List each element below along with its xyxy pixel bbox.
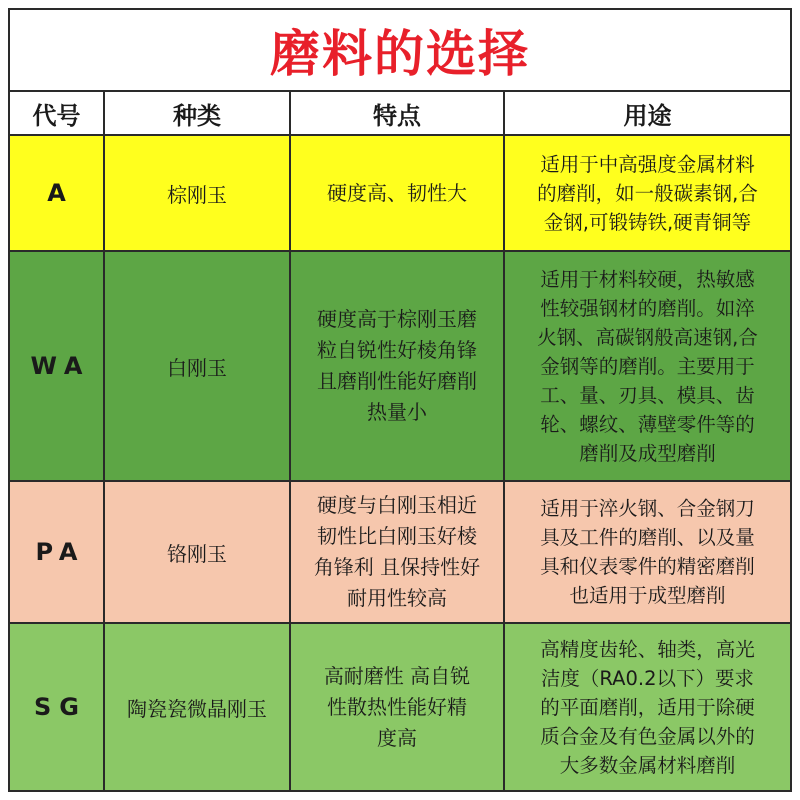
feature-cell bbox=[291, 252, 505, 480]
text-line: 硬度高于棕刚玉磨 bbox=[317, 307, 477, 331]
kind-cell: 陶瓷瓷微晶刚玉 bbox=[105, 624, 291, 790]
cell-text bbox=[537, 265, 758, 468]
kind-cell: 棕刚玉 bbox=[105, 136, 291, 250]
text-line: 韧性比白刚玉好棱 bbox=[316, 524, 477, 548]
text-line: 质合金及有色金属以外的 bbox=[540, 724, 755, 748]
cell-text bbox=[327, 178, 467, 209]
cell-text bbox=[540, 494, 755, 610]
header-kind: 种类 bbox=[105, 92, 291, 134]
text-line: 角锋利 且保持性好 bbox=[313, 555, 481, 579]
code-cell: WA bbox=[10, 252, 105, 480]
text-line: 适用于中高强度金属材料 bbox=[540, 152, 755, 176]
usage-cell bbox=[505, 136, 790, 250]
text-line: 的平面磨削，适用于除硬 bbox=[540, 695, 755, 719]
kind-cell: 白刚玉 bbox=[105, 252, 291, 480]
usage-cell bbox=[505, 624, 790, 790]
cell-text bbox=[314, 490, 480, 614]
text-line: 高耐磨性 高自锐 bbox=[323, 663, 471, 688]
text-line: 轮、螺纹、薄壁零件等的 bbox=[540, 412, 755, 436]
text-line: 工、量、刃具、模具、齿 bbox=[540, 383, 755, 407]
text-line: 的磨削，如一般碳素钢,合 bbox=[537, 181, 758, 205]
table-header bbox=[10, 92, 790, 136]
text-line: 耐用性较高 bbox=[346, 586, 447, 610]
text-line: 粒自锐性好棱角锋 bbox=[317, 338, 477, 362]
text-line: 金钢,可锻铸铁,硬青铜等 bbox=[543, 210, 752, 234]
usage-cell bbox=[505, 482, 790, 622]
text-line: 大多数金属材料磨削 bbox=[559, 753, 736, 777]
cell-text bbox=[317, 304, 477, 428]
feature-cell bbox=[291, 624, 505, 790]
table-row bbox=[10, 624, 790, 790]
text-line: 且磨削性能好磨削 bbox=[317, 369, 477, 393]
header-code: 代号 bbox=[10, 92, 105, 134]
kind-cell: 铬刚玉 bbox=[105, 482, 291, 622]
text-line: 高精度齿轮、轴类，高光 bbox=[540, 637, 755, 661]
text-line: 性散热性能好精 bbox=[326, 694, 467, 719]
header-usage: 用途 bbox=[623, 101, 672, 130]
text-line: 性较强钢材的磨削。如淬 bbox=[540, 296, 755, 320]
text-line: 硬度与白刚玉相近 bbox=[316, 493, 477, 517]
text-line: 洁度（RA0.2以下）要求 bbox=[540, 666, 755, 690]
text-line: 适用于淬火钢、合金钢刀 bbox=[540, 497, 755, 520]
table-row bbox=[10, 252, 790, 482]
text-line: 也适用于成型磨削 bbox=[569, 584, 726, 607]
text-line: 金钢等的磨削。主要用于 bbox=[540, 354, 755, 378]
code-cell: A bbox=[10, 136, 105, 250]
feature-cell bbox=[291, 482, 505, 622]
header-feature: 特点 bbox=[291, 92, 505, 134]
abrasive-selection-table bbox=[8, 8, 792, 792]
code-cell: PA bbox=[10, 482, 105, 622]
cell-text bbox=[540, 635, 755, 780]
page-title: 磨料的选择 bbox=[10, 10, 790, 92]
text-line: 适用于材料较硬，热敏感 bbox=[540, 267, 755, 291]
text-line: 火钢、高碳钢般高速钢,合 bbox=[537, 325, 758, 349]
table-row bbox=[10, 136, 790, 252]
text-line: 具及工件的磨削、以及量 bbox=[540, 526, 755, 549]
text-line: 度高 bbox=[376, 725, 417, 750]
code-cell: SG bbox=[10, 624, 105, 790]
cell-text bbox=[324, 661, 470, 754]
table-row bbox=[10, 482, 790, 624]
cell-text bbox=[537, 150, 758, 237]
text-line: 热量小 bbox=[367, 400, 427, 424]
text-line: 磨削及成型磨削 bbox=[579, 441, 716, 465]
text-line: 具和仪表零件的精密磨削 bbox=[540, 555, 755, 578]
usage-cell bbox=[505, 252, 790, 480]
feature-cell bbox=[291, 136, 505, 250]
text-line: 硬度高、韧性大 bbox=[327, 180, 467, 205]
